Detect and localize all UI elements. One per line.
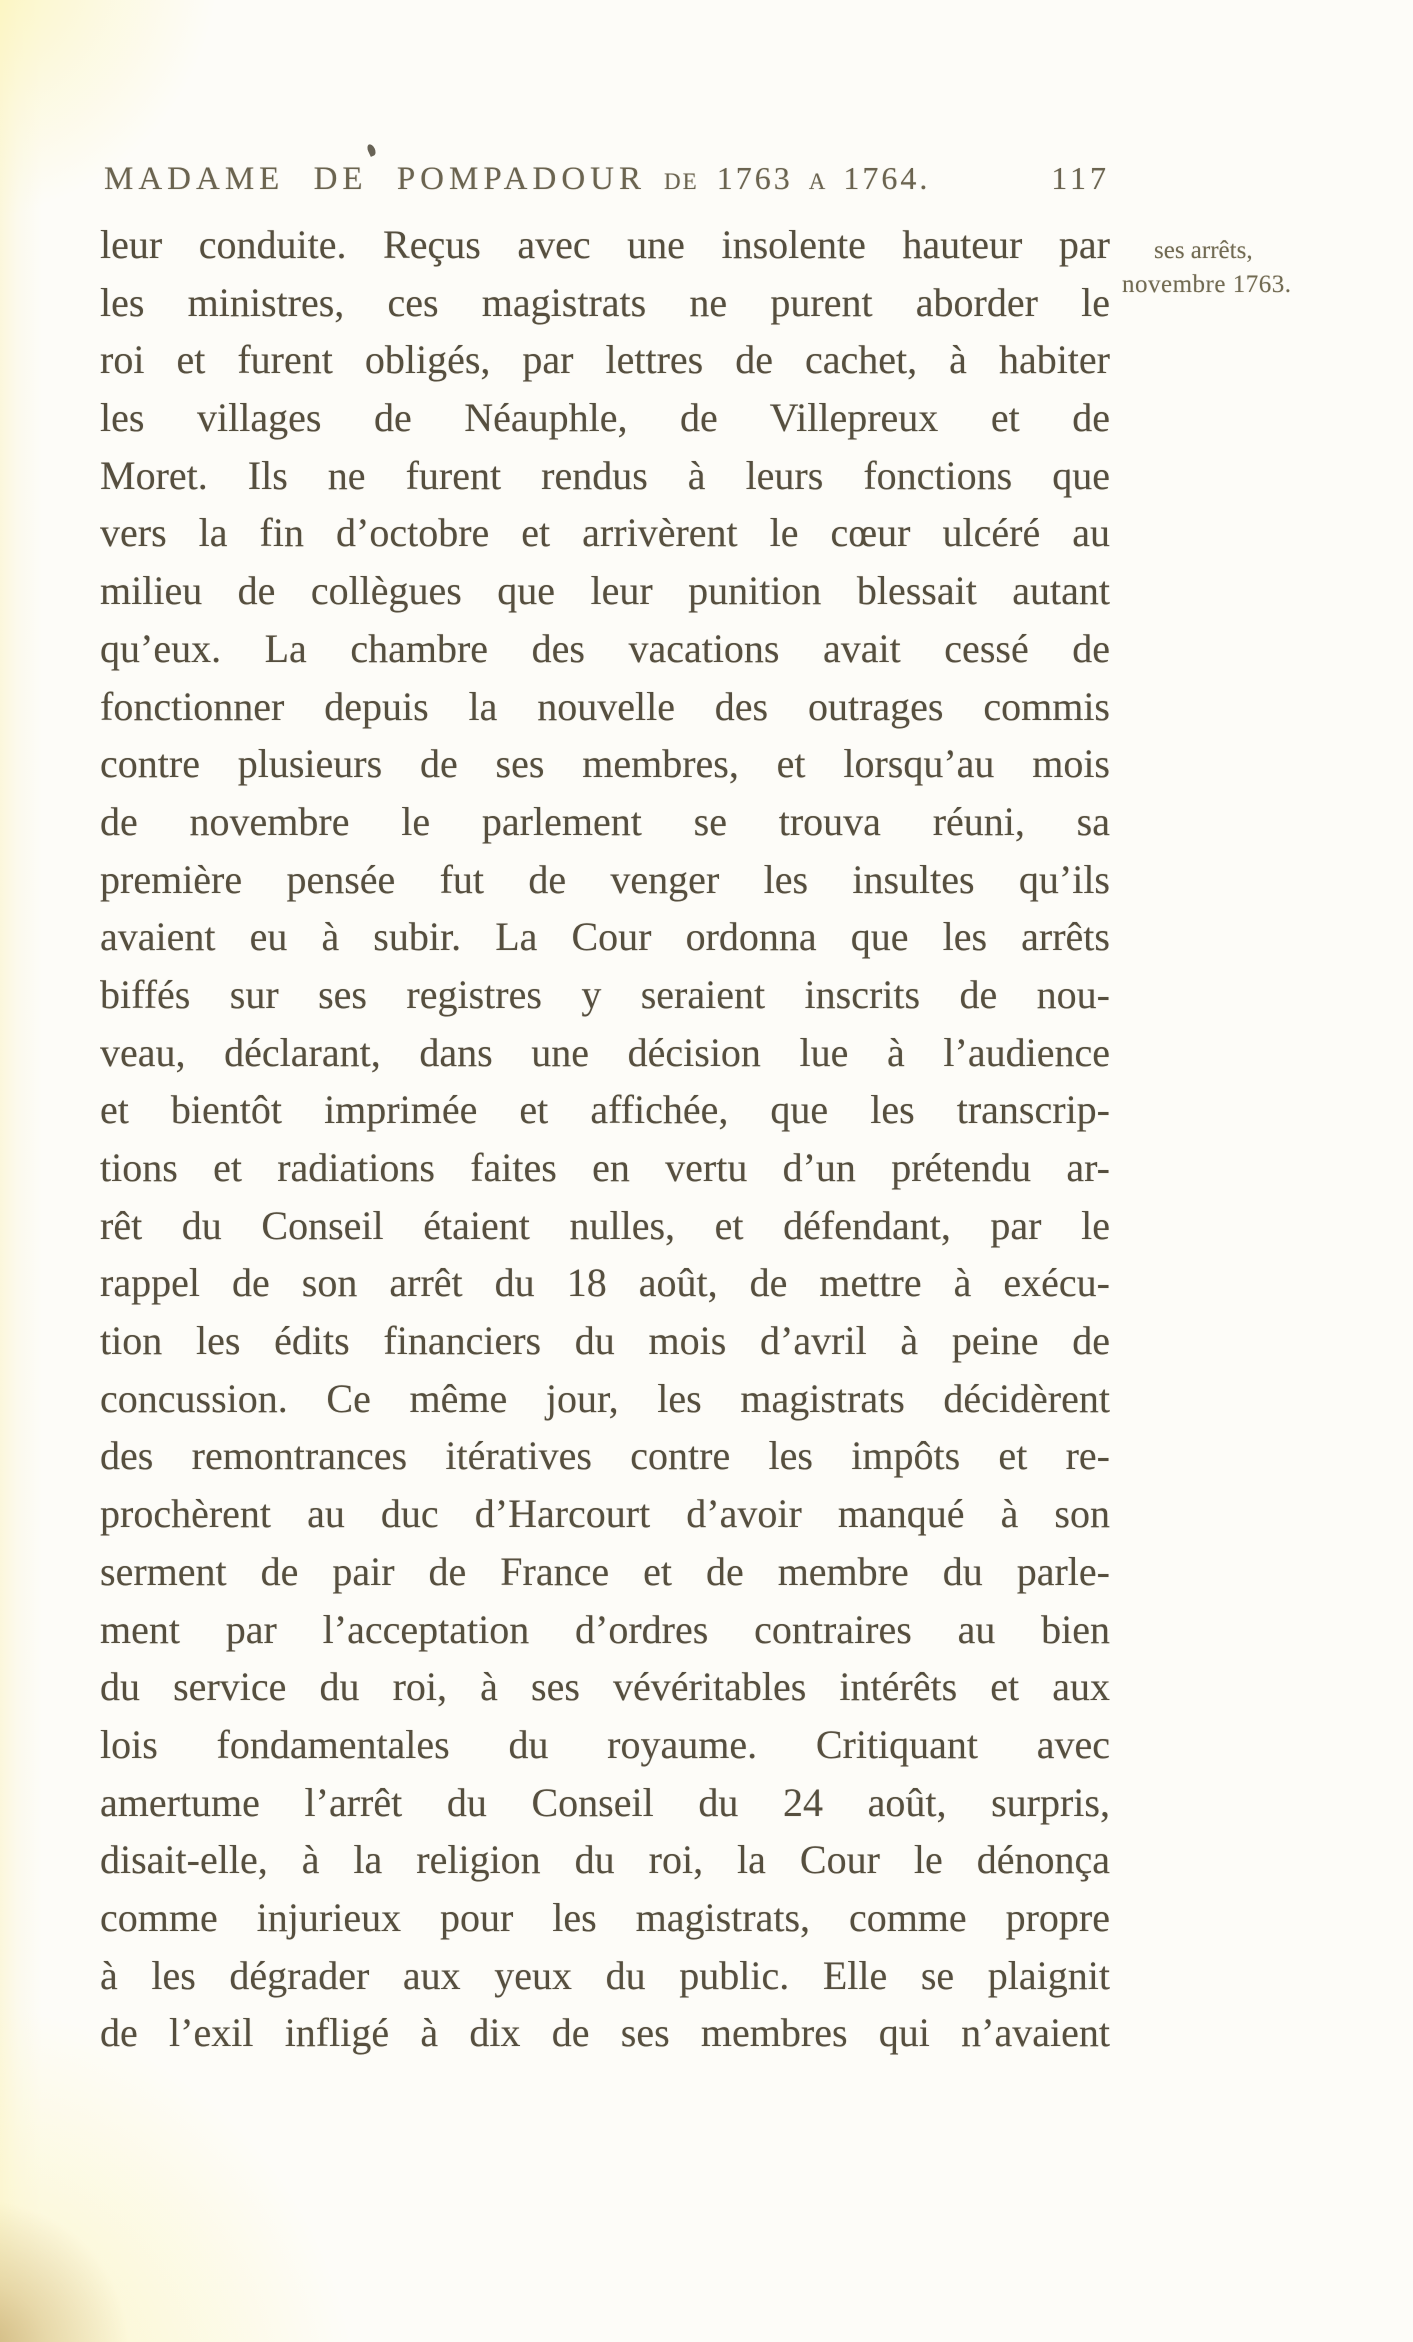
text-line: à les dégrader aux yeux du public. Elle se plaignit: [100, 1952, 1110, 1998]
text-line: concussion. Ce même jour, les magistrats décidèrent: [100, 1375, 1110, 1421]
text-line: de novembre le parlement se trouva réuni, sa: [100, 798, 1110, 844]
text-line: première pensée fut de venger les insultes qu’ils: [100, 856, 1110, 902]
text-line: vers la fin d’octobre et arrivèrent le cœur ulcéré au: [100, 510, 1110, 556]
running-head-title: [104, 160, 930, 198]
running-head-year-to: 1764.: [843, 160, 931, 196]
text-line: tion les édits financiers du mois d’avril à peine de: [100, 1318, 1110, 1364]
margin-note-line: ses arrêts,: [1154, 237, 1253, 264]
text-line: milieu de collègues que leur punition blessait autant: [100, 568, 1110, 614]
text-line: avaient eu à subir. La Cour ordonna que les arrêts: [100, 914, 1110, 960]
ink-speck: [366, 143, 377, 157]
running-head: [104, 160, 1110, 198]
text-line: de l’exil infligé à dix de ses membres qui n’avaient: [100, 2010, 1110, 2056]
text-line: amertume l’arrêt du Conseil du 24 août, surpris,: [100, 1779, 1110, 1825]
text-line: rêt du Conseil étaient nulles, et défendant, par le: [100, 1202, 1110, 1248]
page-number: 117: [1051, 160, 1110, 196]
text-line: Moret. Ils ne furent rendus à leurs fonctions que: [100, 452, 1110, 498]
margin-note: [1122, 234, 1327, 302]
running-head-year-from: 1763: [716, 160, 793, 196]
body-text: [100, 216, 1110, 2062]
text-line: les villages de Néauphle, de Villepreux et de: [100, 395, 1110, 441]
text-line: et bientôt imprimée et affichée, que les transcrip-: [100, 1087, 1110, 1133]
running-head-connector-de: DE: [664, 169, 699, 194]
running-head-title-caps: MADAME DE POMPADOUR: [104, 161, 647, 197]
running-head-connector-a: A: [808, 169, 828, 194]
text-line: fonctionner depuis la nouvelle des outrages commis: [100, 683, 1110, 729]
text-line: veau, déclarant, dans une décision lue à l’audience: [100, 1029, 1110, 1075]
text-line: du service du roi, à ses vévéritables intérêts et aux: [100, 1664, 1110, 1710]
margin-note-line: novembre 1763.: [1122, 271, 1292, 298]
text-line: tions et radiations faites en vertu d’un prétendu ar-: [100, 1145, 1110, 1190]
text-line: contre plusieurs de ses membres, et lorsqu’au mois: [100, 741, 1110, 787]
text-line: comme injurieux pour les magistrats, comme propre: [100, 1894, 1110, 1940]
text-line: ment par l’acceptation d’ordres contraires au bien: [100, 1606, 1110, 1652]
text-line: disait-elle, à la religion du roi, la Cour le dénonça: [100, 1837, 1110, 1883]
text-line: roi et furent obligés, par lettres de cachet, à habiter: [100, 337, 1110, 383]
text-line: serment de pair de France et de membre du parle-: [100, 1548, 1110, 1594]
text-line: qu’eux. La chambre des vacations avait cessé de: [100, 625, 1110, 671]
text-line: lois fondamentales du royaume. Critiquant avec: [100, 1721, 1110, 1767]
text-line: prochèrent au duc d’Harcourt d’avoir manqué à son: [100, 1491, 1110, 1537]
text-line: rappel de son arrêt du 18 août, de mettre à exécu-: [100, 1260, 1110, 1306]
text-line: biffés sur ses registres y seraient inscrits de nou-: [100, 971, 1110, 1017]
text-line: leur conduite. Reçus avec une insolente hauteur par: [100, 222, 1110, 267]
text-line: des remontrances itératives contre les impôts et re-: [100, 1433, 1110, 1479]
text-line: les ministres, ces magistrats ne purent aborder le: [100, 279, 1110, 325]
